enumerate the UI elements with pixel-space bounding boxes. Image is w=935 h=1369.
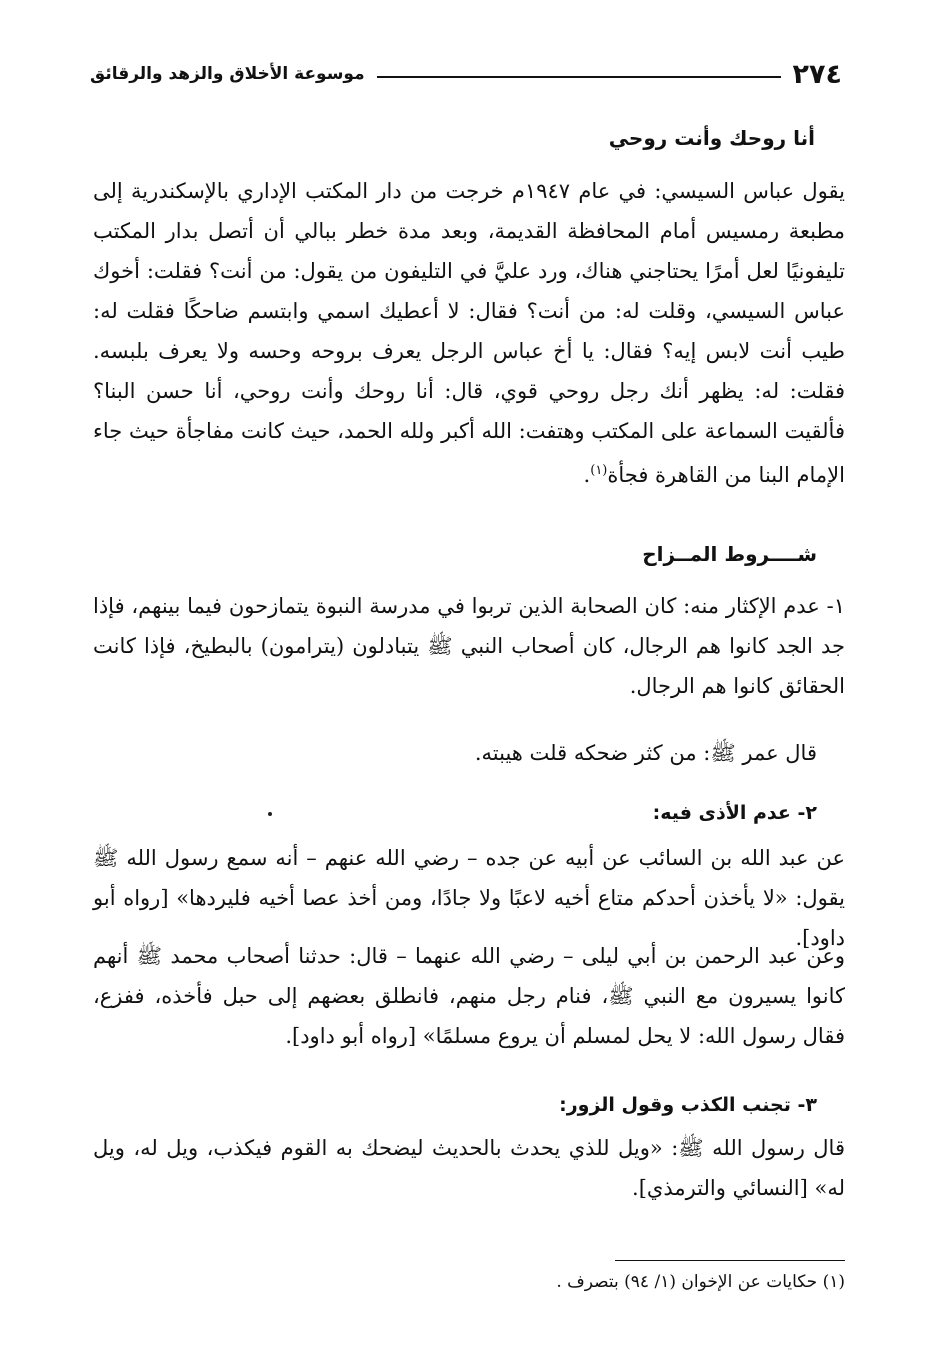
story-paragraph: يقول عباس السيسي: في عام ١٩٤٧م خرجت من دار المكتب الإداري بالإسكندرية إلى مطبعة رمسيس أمام المحافظة القديمة، وبعد مدة خطر ببالي أن أتصل بدار المكتب تليفونيًا لعل أمرًا يحتاجني هناك، ورد عليَّ في التليفون من يقول: من أنت؟ فقلت: أخوك عباس السيسي، وقلت له: من أنت؟ فقال: لا أعطيك اسمي وابتسم ضاحكًا فقلت له: طيب أنت لابس إيه؟ فقال: يا أخ عباس الرجل يعرف بروحه وحسه ولا يعرف بلبسه. فقلت: له: يظهر أنك رجل روحي قوي، قال: أنا روحك وأنت روحي، أنا حسن البنا؟ فألقيت السماعة على المكتب وهتفت: الله أكبر ولله الحمد، حيث كانت مفاجأة حيث جاء الإمام البنا من القاهرة فجأة$^{(١)}$.	[93, 179, 845, 487]
footnote-reference: (١)	[590, 463, 608, 478]
hadith-woe-to-liar: قال رسول الله ﷺ: «ويل للذي يحدث بالحديث ليضحك به القوم فيكذب، ويل له، ويل له» [النسائي والترمذي].	[93, 1136, 845, 1200]
page-number: ٢٧٤	[792, 58, 842, 90]
footnote: (١) حكايات عن الإخوان (١/ ٩٤) بتصرف .	[556, 1272, 845, 1292]
footnote-separator	[615, 1260, 845, 1261]
condition-1-paragraph: ١- عدم الإكثار منه: كان الصحابة الذين تربوا في مدرسة النبوة يتمازحون فيما بينهم، فإذا جد الجد كانوا هم الرجال، كان أصحاب النبي ﷺ يتبادلون (يترامون) بالبطيخ، فإذا كانت الحقائق كانوا هم الرجال.	[93, 594, 845, 698]
header-rule	[377, 76, 781, 78]
section-heading-ana-rouhak: أنا روحك وأنت روحي	[608, 126, 815, 150]
story-text: يقول عباس السيسي: في عام ١٩٤٧م خرجت من دار المكتب الإداري بالإسكندرية إلى مطبعة رمسيس أمام المحافظة القديمة، وبعد مدة خطر ببالي أن أتصل بدار المكتب تليفونيًا لعل أمرًا يحتاجني هناك، ورد عليَّ في التليفون من يقول: من أنت؟ فقلت: أخوك عباس السيسي، وقلت له: من أنت؟ فقال: لا أعطيك اسمي وابتسم ضاحكًا فقلت له: طيب أنت لابس إيه؟ فقال: يا أخ عباس الرجل يعرف بروحه وحسه ولا يعرف بلبسه. فقلت: له: يظهر أنك رجل روحي قوي، قال: أنا روحك وأنت روحي، أنا حسن البنا؟ فألقيت السماعة على المكتب وهتفت: الله أكبر ولله الحمد، حيث كانت مفاجأة حيث جاء الإمام البنا من القاهرة فجأة	[93, 179, 845, 487]
book-title: موسوعة الأخلاق والزهد والرقائق	[90, 64, 365, 84]
section-heading-mizah-conditions: شــــروط المــزاح	[642, 542, 817, 566]
hadith-ibn-al-saib: عن عبد الله بن السائب عن أبيه عن جده – رضي الله عنهم – أنه سمع رسول الله ﷺ يقول: «لا يأخذن أحدكم متاع أخيه لاعبًا ولا جادًا، ومن أخذ عصا أخيه فليردها» [رواه أبو داود].	[93, 846, 845, 950]
hadith-ibn-abi-layla: وعن عبد الرحمن بن أبي ليلى – رضي الله عنهما – قال: حدثنا أصحاب محمد ﷺ أنهم كانوا يسيرون مع النبي ﷺ، فنام رجل منهم، فانطلق بعضهم إلى حبل فأخذه، ففزع، فقال رسول الله: لا يحل لمسلم أن يروع مسلمًا» [رواه أبو داود].	[93, 944, 845, 1048]
omar-quote: قال عمر ﷺ: من كثر ضحكه قلت هيبته.	[474, 741, 817, 765]
condition-2-heading: ٢- عدم الأذى فيه:	[652, 802, 817, 824]
page-header	[90, 58, 842, 90]
condition-3-heading: ٣- تجنب الكذب وقول الزور:	[559, 1094, 817, 1116]
